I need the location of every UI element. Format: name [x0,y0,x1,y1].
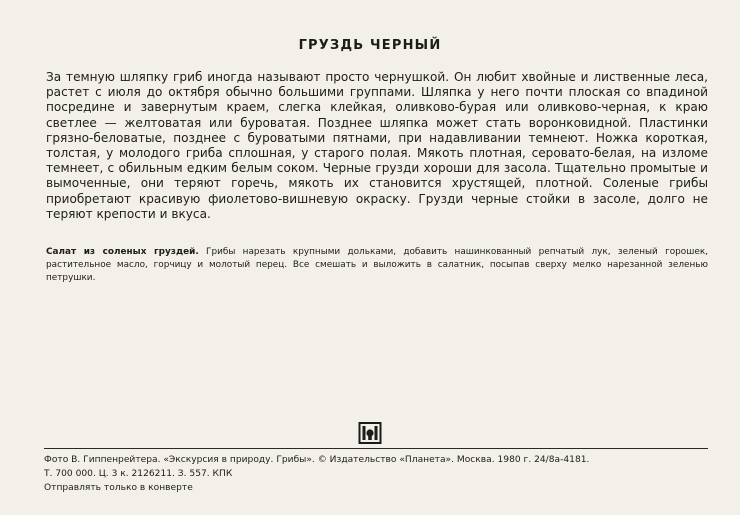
footer-divider [44,448,708,449]
imprint-line-3: Отправлять только в конверте [44,483,193,493]
page-title: ГРУЗДЬ ЧЕРНЫЙ [298,38,442,53]
planeta-logo-icon [358,421,382,445]
recipe-paragraph [46,246,708,286]
imprint-line-1: Фото В. Гиппенрейтера. «Экскурсия в природу. Грибы». © Издательство «Планета». Москва. 1980 г. 24/8а-4181. [44,455,590,465]
mushroom-description: За темную шляпку гриб иногда называют просто чернушкой. Он любит хвойные и лиственные леса, растет с июля до октября обычно большими группами. Шляпка у него почти плоская со впадиной посредине и завернутым краем, слегка клейкая, оливково-бурая или оливково-черная, к краю светлее — желтоватая или буроватая. Позднее шляпка может стать воронковидной. Пластинки грязно-беловатые, позднее с буроватыми пятнами, при надавливании темнеют. Ножка короткая, толстая, у молодого гриба сплошная, у старого полая. Мякоть плотная, серовато-белая, на изломе темнеет, с обильным едким белым соком. Черные грузди хороши для засола. Тщательно промытые и вымоченные, они теряют горечь, мякоть их становится хрустящей, плотной. Соленые грибы приобретают красивую фиолетово-вишневую окраску. Грузди черные стойки в засоле, долго не теряют крепости и вкуса. [46,70,708,221]
recipe-title: Салат из соленых груздей. [46,247,199,257]
imprint-line-2: Т. 700 000. Ц. 3 к. 2126211. З. 557. КПК [44,469,233,479]
recipe-text: Грибы нарезать крупными дольками, добавить нашинкованный репчатый лук, зеленый горошек, растительное масло, горчицу и молотый перец. Все смешать и выложить в салатник, посыпав сверху мелко нарезанной зеленью петрушки. [46,247,708,284]
